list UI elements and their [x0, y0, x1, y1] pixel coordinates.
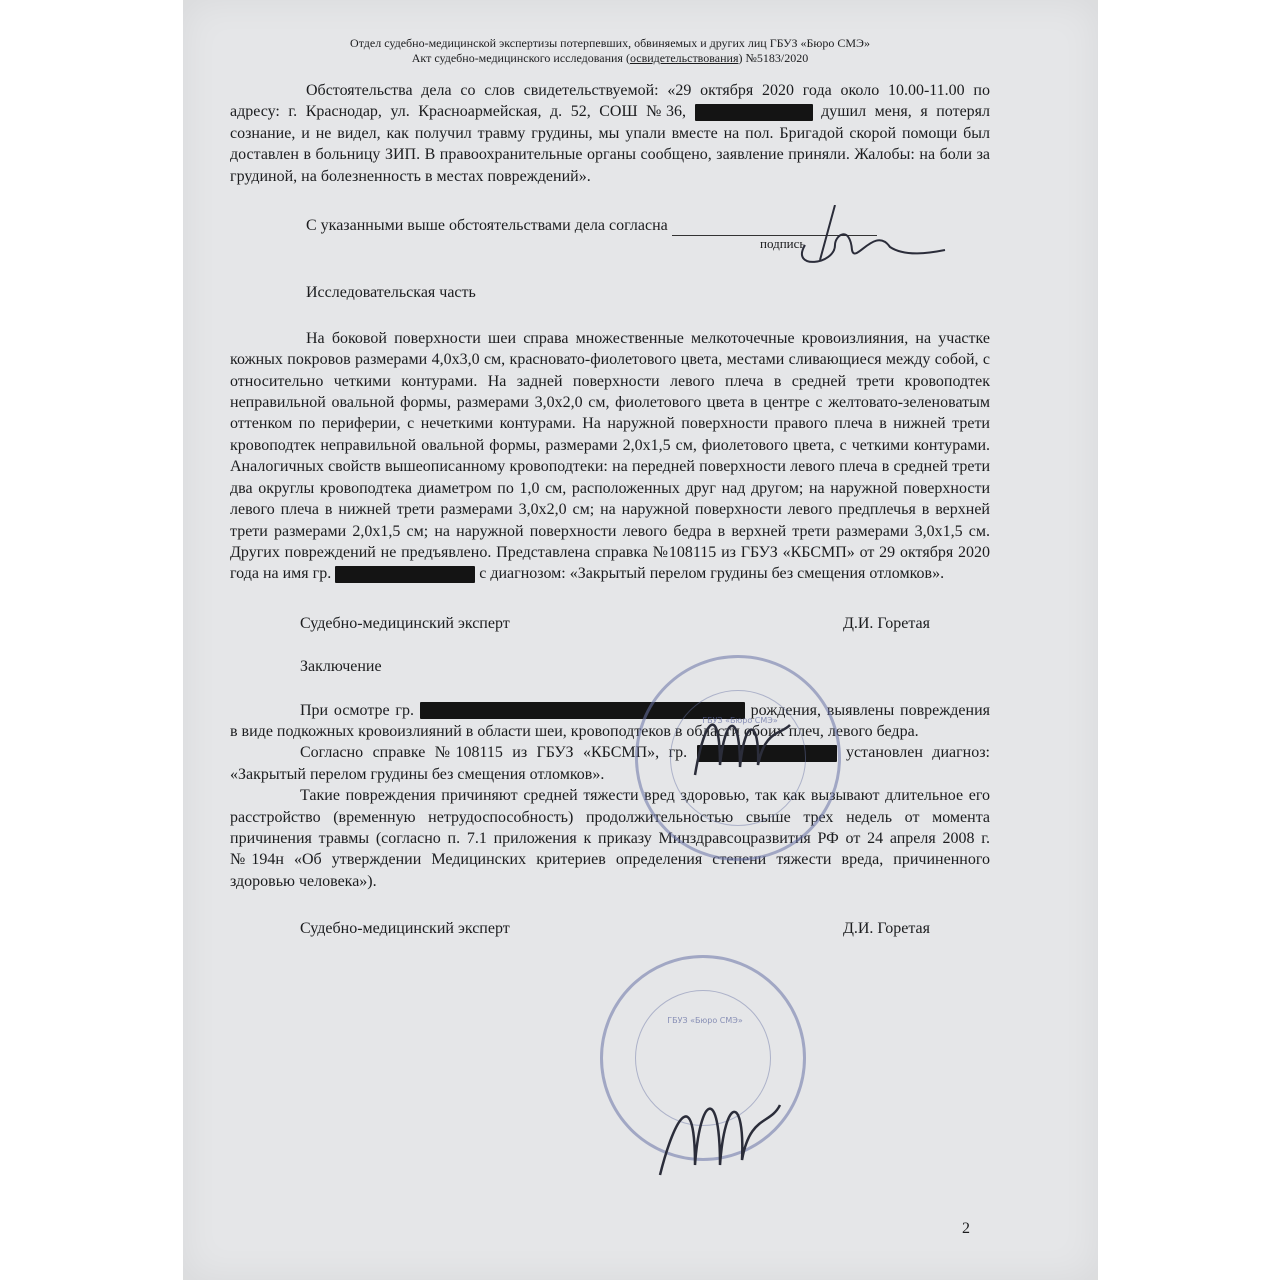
agreement-line: С указанными выше обстоятельствами дела согласна [230, 215, 990, 236]
handwritten-signature [650, 1055, 790, 1185]
official-stamp: ГБУЗ «Бюро СМЭ» [600, 955, 806, 1161]
header-department: Отдел судебно-медицинской экспертизы потерпевших, обвиняемых и других лиц ГБУЗ «Бюро СМЭ» [350, 36, 870, 50]
expert-signature-block [230, 918, 990, 939]
redaction-box [335, 566, 475, 583]
signature-caption: подпись [760, 236, 806, 252]
circumstances-paragraph: Обстоятельства дела со слов свидетельствуемой: «29 октября 2020 года около 10.00-11.00 по адресу: г. Краснодар, ул. Красноармейская, д. 52, СОШ №36, душил меня, я потерял сознание, и не видел, как получил травму грудины, мы упали вместе на пол. Бригадой скорой помощи был доставлен в больницу ЗИП. В правоохранительные органы сообщено, заявление приняли. Жалобы: на боли за грудиной, на болезненность в местах повреждений». [230, 82, 991, 185]
expert-title: Судебно-медицинский эксперт [300, 920, 510, 938]
handwritten-signature [690, 695, 800, 785]
document-body [230, 30, 990, 940]
expert-title: Судебно-медицинский эксперт [300, 614, 510, 632]
official-stamp: ГБУЗ «Бюро СМЭ» [635, 655, 841, 861]
expert-name: Д.И. Горетая [842, 920, 930, 938]
conclusion-paragraph-2: Согласно справке №108115 из ГБУЗ «КБСМП», гр. установлен диагноз: «Закрытый перелом грудины без смещения отломков». [230, 744, 990, 783]
conclusion-heading: Заключение [300, 658, 382, 676]
redaction-box [695, 104, 813, 121]
research-paragraph: На боковой поверхности шеи справа множественные мелкоточечные кровоизлияния, на участке кожных покровов размерами 4,0х3,0 см, красновато-фиолетового цвета, местами сливающиеся между собой, с относительно четкими контурами. На задней поверхности левого плеча в средней трети кровоподтек неправильной овальной формы, размерами 3,0х2,0 см, фиолетового цвета в центре с желтовато-зеленоватым оттенком по периферии, с нечеткими контурами. На наружной поверхности правого плеча в нижней трети кровоподтек неправильной овальной формы, размерами 2,0х1,5 см, фиолетового цвета, с четкими контурами. Аналогичных свойств вышеописанному кровоподтеки: на передней поверхности левого плеча в средней трети два округлы кровоподтека диаметром по 1,0 см, расположенных друг над другом; на наружной поверхности левого плеча в нижней трети размерами 3,0х2,0 см; на наружной поверхности левого предплечья в верхней трети размерами 2,0х1,5 см; на наружной поверхности левого бедра в верхней трети размерами 3,0х1,5 см. Других повреждений не предъявлено. Представлена справка №108115 из ГБУЗ «КБСМП» от 29 октября 2020 года на имя гр. с диагнозом: «Закрытый перелом грудины без смещения отломков». [230, 329, 990, 583]
page-number: 2 [962, 1220, 970, 1237]
expert-signature-block [230, 613, 990, 634]
document-header [230, 36, 990, 66]
conclusion-paragraph-1: При осмотре гр. рождения, выявлены повреждения в виде подкожных кровоизлияний в области шеи, кровоподтеков в области обоих плеч, левого бедра. [230, 701, 991, 740]
research-heading: Исследовательская часть [306, 284, 476, 302]
header-act-title: Акт судебно-медицинского исследования (освидетельствования) №5183/2020 [411, 51, 809, 65]
handwritten-signature [780, 205, 950, 275]
conclusion-paragraph-3: Такие повреждения причиняют средней тяжести вред здоровью, так как вызывают длительное его расстройство (временную нетрудоспособность) продолжительностью свыше трех недель от момента причинения травмы (согласно п. 7.1 приложения к приказу Минздравсоцразвития РФ от 24 апреля 2008 г. №194н «Об утверждении Медицинских критериев определения степени тяжести вреда, причиненного здоровью человека»). [230, 787, 990, 890]
expert-name: Д.И. Горетая [842, 614, 930, 632]
